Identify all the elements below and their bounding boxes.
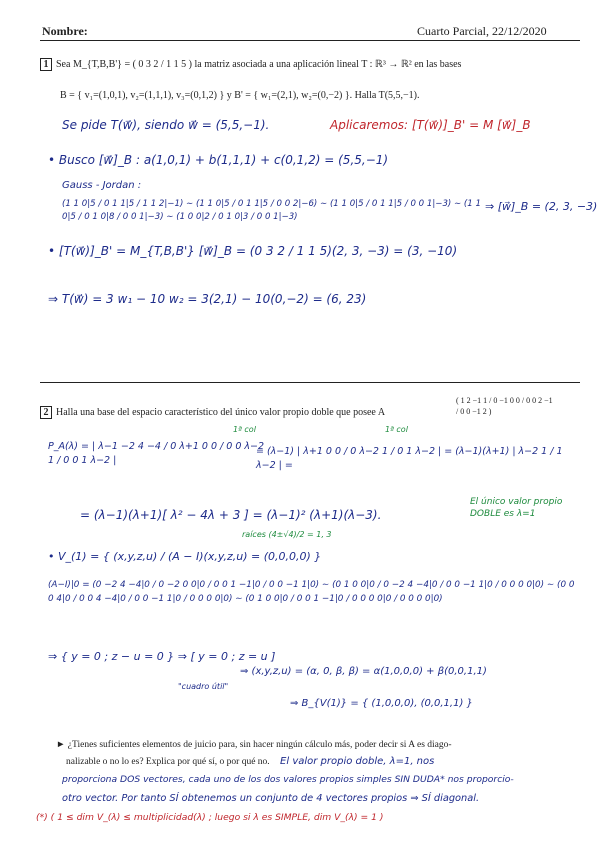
q1-buscamos: • Busco [w⃗]_B : a(1,0,1) + b(1,1,1) + c(0,1,2) = (5,5,−1): [48, 153, 389, 167]
q2-solution-system: ⇒ { y = 0 ; z − u = 0 } ⇒ [ y = 0 ; z = u ]: [48, 650, 276, 663]
q1-matrix-product: • [T(w⃗)]_B' = M_{T,B,B'} [w⃗]_B = (0 3 2 / 1 1 5)(2, 3, −3) = (3, −10): [48, 244, 458, 258]
q2-answer-line3: otro vector. Por tanto SÍ obtenemos un conjunto de 4 vectores propios ⇒ SÍ diagonal.: [62, 793, 480, 804]
q1-gauss-label: Gauss - Jordan :: [62, 180, 142, 191]
q2-factored: = (λ−1)(λ+1)[ λ² − 4λ + 3 ] = (λ−1)² (λ+1)(λ−3).: [80, 508, 382, 522]
q2-statement-text: Halla una base del espacio característico del único valor propio doble que posee A: [56, 407, 386, 418]
q2-note-third-col: 1ª col: [385, 425, 408, 434]
q2-param-solution: ⇒ (x,y,z,u) = (α, 0, β, β) = α(1,0,0,0) + β(0,0,1,1): [240, 666, 487, 677]
q2-solution-caption: "cuadro útil": [178, 682, 229, 691]
q2-note-first-col: 1ª col: [233, 425, 256, 434]
q2-follow-question-line2-text: nalizable o no lo es? Explica por qué sí, o por qué no.: [66, 757, 270, 767]
q2-matrix-A: ( 1 2 −1 1 / 0 −1 0 0 / 0 0 2 −1 / 0 0 −1 2 ): [456, 396, 553, 416]
q1-gauss-result: ⇒ [w⃗]_B = (2, 3, −3): [485, 200, 598, 213]
q1-statement-text: Sea M_{T,B,B'} = ( 0 3 2 / 1 1 5 ) la matriz asociada a una aplicación lineal T : ℝ³ → ℝ² en las bases: [56, 59, 462, 70]
q1-number: 1: [40, 58, 52, 71]
q2-eigenspace-def: • V_(1) = { (x,y,z,u) / (A − I)(x,y,z,u) = (0,0,0,0) }: [48, 550, 322, 563]
q2-roots-note: raíces (4±√4)/2 = 1, 3: [242, 530, 332, 539]
section-divider: [40, 382, 580, 383]
exam-title: Cuarto Parcial, 22/12/2020: [417, 24, 547, 38]
q2-answer-line2: proporciona DOS vectores, cada uno de los dos valores propios simples SIN DUDA* nos proporcio-: [62, 774, 514, 785]
q2-basis-result: ⇒ B_{V(1)} = { (1,0,0,0), (0,0,1,1) }: [290, 698, 473, 709]
name-label: Nombre:: [42, 24, 88, 38]
q1-se-pide: Se pide T(w⃗), siendo w⃗ = (5,5,−1).: [62, 118, 270, 132]
q2-footnote: (*) ( 1 ≤ dim V_(λ) ≤ multiplicidad(λ) ; luego si λ es SIMPLE, dim V_(λ) = 1 ): [36, 812, 384, 823]
q1-final-result: ⇒ T(w⃗) = 3 w₁ − 10 w₂ = 3(2,1) − 10(0,−2) = (6, 23): [48, 292, 367, 306]
q2-answer-line1: El valor propio doble, λ=1, nos: [280, 756, 435, 767]
q1-aplicaremos: Aplicaremos: [T(w⃗)]_B' = M [w⃗]_B: [330, 118, 531, 132]
header-rule: [40, 40, 580, 41]
q2-system-matrices: (A−I)|0 = (0 −2 4 −4|0 / 0 −2 0 0|0 / 0 0 1 −1|0 / 0 0 −1 1|0) ∼ (0 1 0 0|0 / 0 −2 4 −4|0 / 0 0 −1 1|0 / 0 0 0 0|0) ∼ (0 0 0 4|0 / 0 0 4 −4|0 / 0 0 −1 1|0 / 0 0 0 0|0) ∼ (0 1 0 0|0 / 0 0 1 −1|0 / 0 0 0 0|0 / 0 0 0 0|0): [48, 580, 575, 604]
q1-gauss-steps-text: (1 1 0|5 / 0 1 1|5 / 1 1 2|−1) ∼ (1 1 0|5 / 0 1 1|5 / 0 0 2|−6) ∼ (1 1 0|5 / 0 1 1|5 / 0 0 1|−3) ∼ (1 1 0|5 / 0 1 0|8 / 0 0 1|−3) ∼ (1 0 0|2 / 0 1 0|3 / 0 0 1|−3): [62, 199, 481, 222]
q2-side-note: El único valor propio DOBLE es λ=1: [470, 497, 563, 519]
q1-gauss-steps: [62, 198, 482, 224]
q1-statement-line1: [40, 58, 461, 71]
q2-follow-question-line1: ► ¿Tienes suficientes elementos de juicio para, sin hacer ningún cálculo más, poder decir si A es diago-: [56, 740, 452, 750]
q2-follow-question-line2: [66, 756, 434, 767]
q2-statement: [40, 406, 385, 419]
q2-number: 2: [40, 406, 52, 419]
q2-cofactor-step: = (λ−1) | λ+1 0 0 / 0 λ−2 1 / 0 1 λ−2 | = (λ−1)(λ+1) | λ−2 1 / 1 λ−2 | =: [256, 446, 563, 471]
q1-statement-line2: B = { v₁=(1,0,1), v₂=(1,1,1), v₃=(0,1,2) } y B' = { w₁=(2,1), w₂=(0,−2) }. Halla T(5,5,−1).: [60, 90, 420, 101]
q2-char-poly-det: P_A(λ) = | λ−1 −2 4 −4 / 0 λ+1 0 0 / 0 0 λ−2 1 / 0 0 1 λ−2 |: [48, 441, 265, 466]
